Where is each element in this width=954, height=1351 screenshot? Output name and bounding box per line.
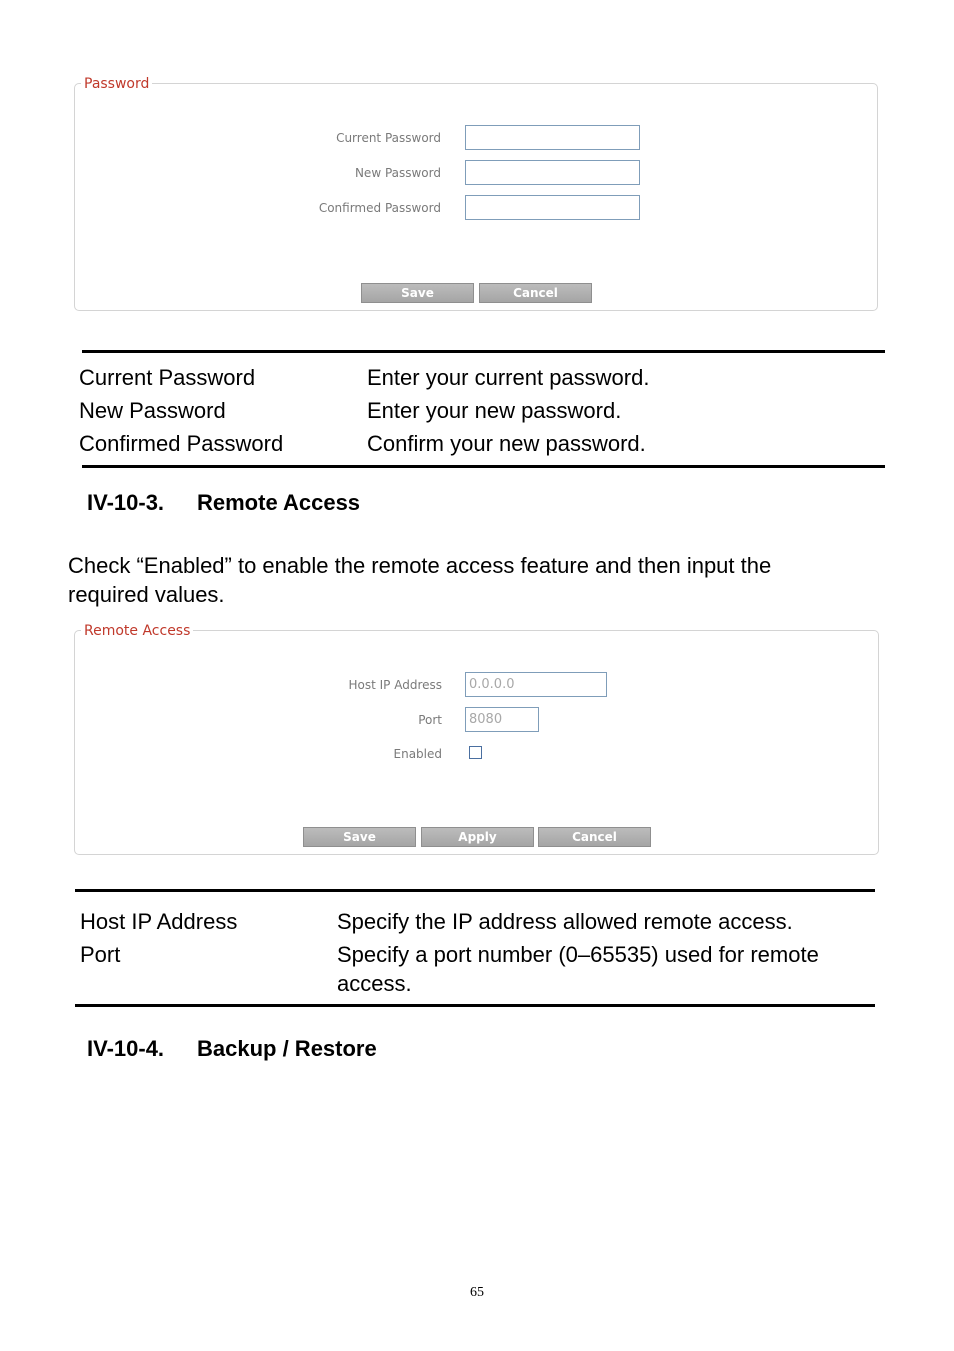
host-ip-label: Host IP Address [348, 678, 442, 692]
current-password-input[interactable] [465, 125, 640, 150]
remote-access-panel [74, 623, 879, 855]
current-password-label: Current Password [336, 131, 441, 145]
cancel-button[interactable]: Cancel [479, 283, 592, 303]
remote-description-table [75, 889, 875, 1007]
port-label: Port [418, 713, 442, 727]
table-definition: Specify the IP address allowed remote access. [337, 909, 793, 934]
table-definition: Confirm your new password. [367, 431, 646, 456]
table-term: Host IP Address [80, 909, 238, 934]
table-term: New Password [79, 398, 226, 423]
section-title: Backup / Restore [197, 1036, 377, 1061]
section-title: Remote Access [197, 490, 361, 515]
table-definition: Enter your current password. [367, 365, 650, 390]
section-number: IV-10-4. [87, 1036, 165, 1061]
enabled-label: Enabled [393, 747, 442, 761]
apply-button[interactable]: Apply [421, 827, 534, 847]
save-button[interactable]: Save [361, 283, 474, 303]
table-term: Port [80, 942, 121, 967]
table-term: Current Password [79, 365, 256, 390]
confirmed-password-label: Confirmed Password [318, 201, 441, 215]
remote-intro-line-1: Check “Enabled” to enable the remote access feature and then input the [68, 553, 772, 578]
new-password-input[interactable] [465, 160, 640, 185]
table-definition: Enter your new password. [367, 398, 622, 423]
save-button[interactable]: Save [303, 827, 416, 847]
password-panel [74, 76, 878, 311]
cancel-button[interactable]: Cancel [538, 827, 651, 847]
remote-access-panel-legend: Remote Access [81, 623, 193, 639]
section-heading-backup-restore [87, 1036, 377, 1062]
table-term: Confirmed Password [79, 431, 284, 456]
page-number: 65 [470, 1285, 484, 1300]
section-number: IV-10-3. [87, 490, 165, 515]
host-ip-input[interactable] [465, 672, 607, 697]
section-heading-remote-access [87, 490, 360, 516]
port-input[interactable] [465, 707, 539, 732]
confirmed-password-input[interactable] [465, 195, 640, 220]
password-panel-legend: Password [81, 76, 152, 92]
password-description-table [79, 350, 885, 468]
remote-intro-paragraph [68, 551, 888, 609]
new-password-label: New Password [354, 166, 441, 180]
table-definition: Specify a port number (0–65535) used for remote [337, 942, 819, 967]
remote-intro-line-2: required values. [68, 582, 225, 607]
table-definition-continued: access. [337, 971, 412, 996]
enabled-checkbox[interactable] [469, 746, 482, 759]
